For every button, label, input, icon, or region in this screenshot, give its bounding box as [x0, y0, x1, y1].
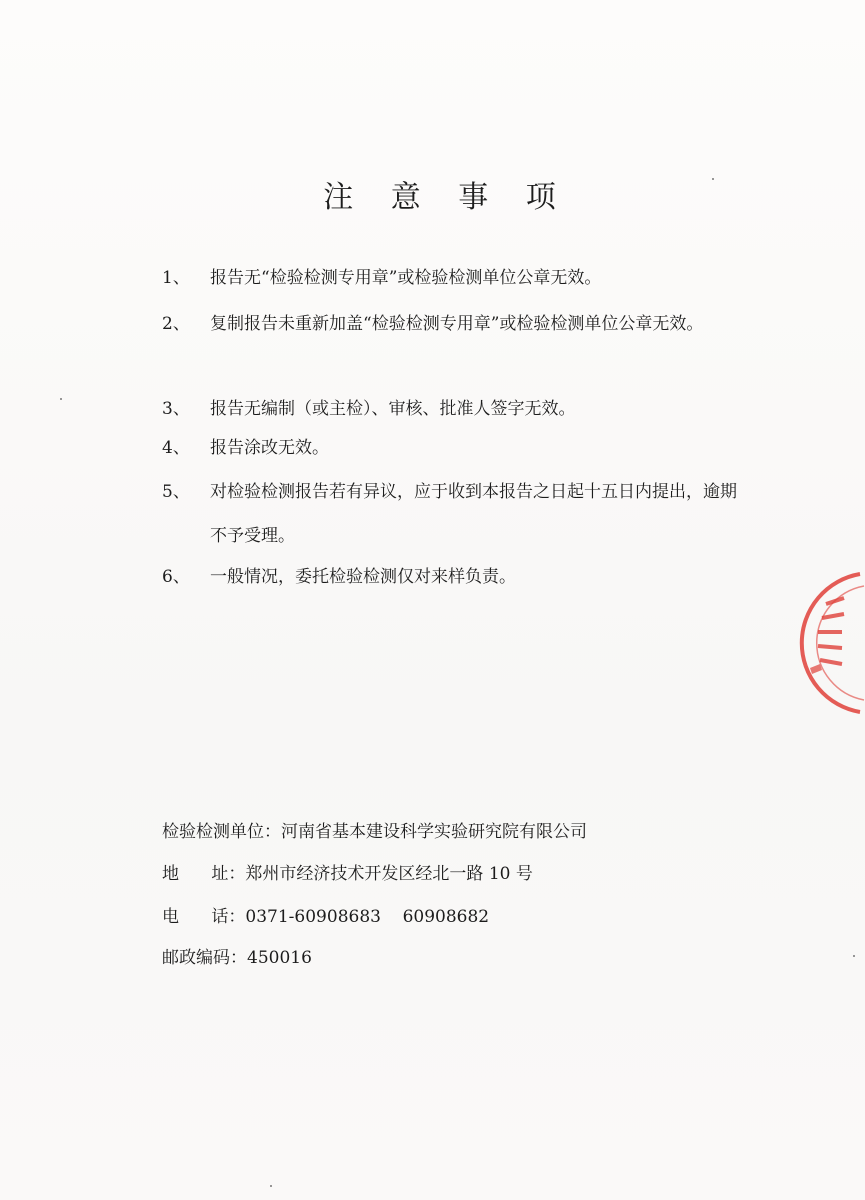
paper-speck: [712, 178, 714, 180]
paper-speck: [853, 955, 855, 957]
item-number: 6、: [162, 567, 190, 587]
postcode: 邮政编码：450016: [162, 948, 312, 968]
testing-unit: 检验检测单位：河南省基本建设科学实验研究院有限公司: [162, 822, 587, 842]
phone: 电 话：0371-60908683 60908682: [162, 907, 490, 927]
item-number: 3、: [162, 399, 190, 419]
seal-graphic: [798, 568, 865, 718]
official-seal: [798, 568, 865, 718]
paper-speck: [60, 398, 62, 400]
page-title: 注 意 事 项: [323, 180, 570, 215]
item-text: 复制报告未重新加盖“检验检测专用章”或检验检测单位公章无效。: [210, 314, 704, 334]
item-number: 2、: [162, 314, 190, 334]
item-text: 一般情况，委托检验检测仅对来样负责。: [210, 567, 516, 587]
item-text: 对检验检测报告若有异议，应于收到本报告之日起十五日内提出，逾期不予受理。: [210, 482, 737, 546]
item-number: 1、: [162, 268, 190, 288]
item-number: 4、: [162, 438, 190, 458]
address: 地 址：郑州市经济技术开发区经北一路 10 号: [162, 864, 533, 884]
item-text: 报告无编制（或主检）、审核、批准人签字无效。: [210, 399, 576, 419]
item-number: 5、: [162, 482, 190, 502]
item-text: 报告涂改无效。: [210, 438, 329, 458]
item-text: 报告无“检验检测专用章”或检验检测单位公章无效。: [210, 268, 602, 288]
paper-speck: [270, 1185, 272, 1187]
